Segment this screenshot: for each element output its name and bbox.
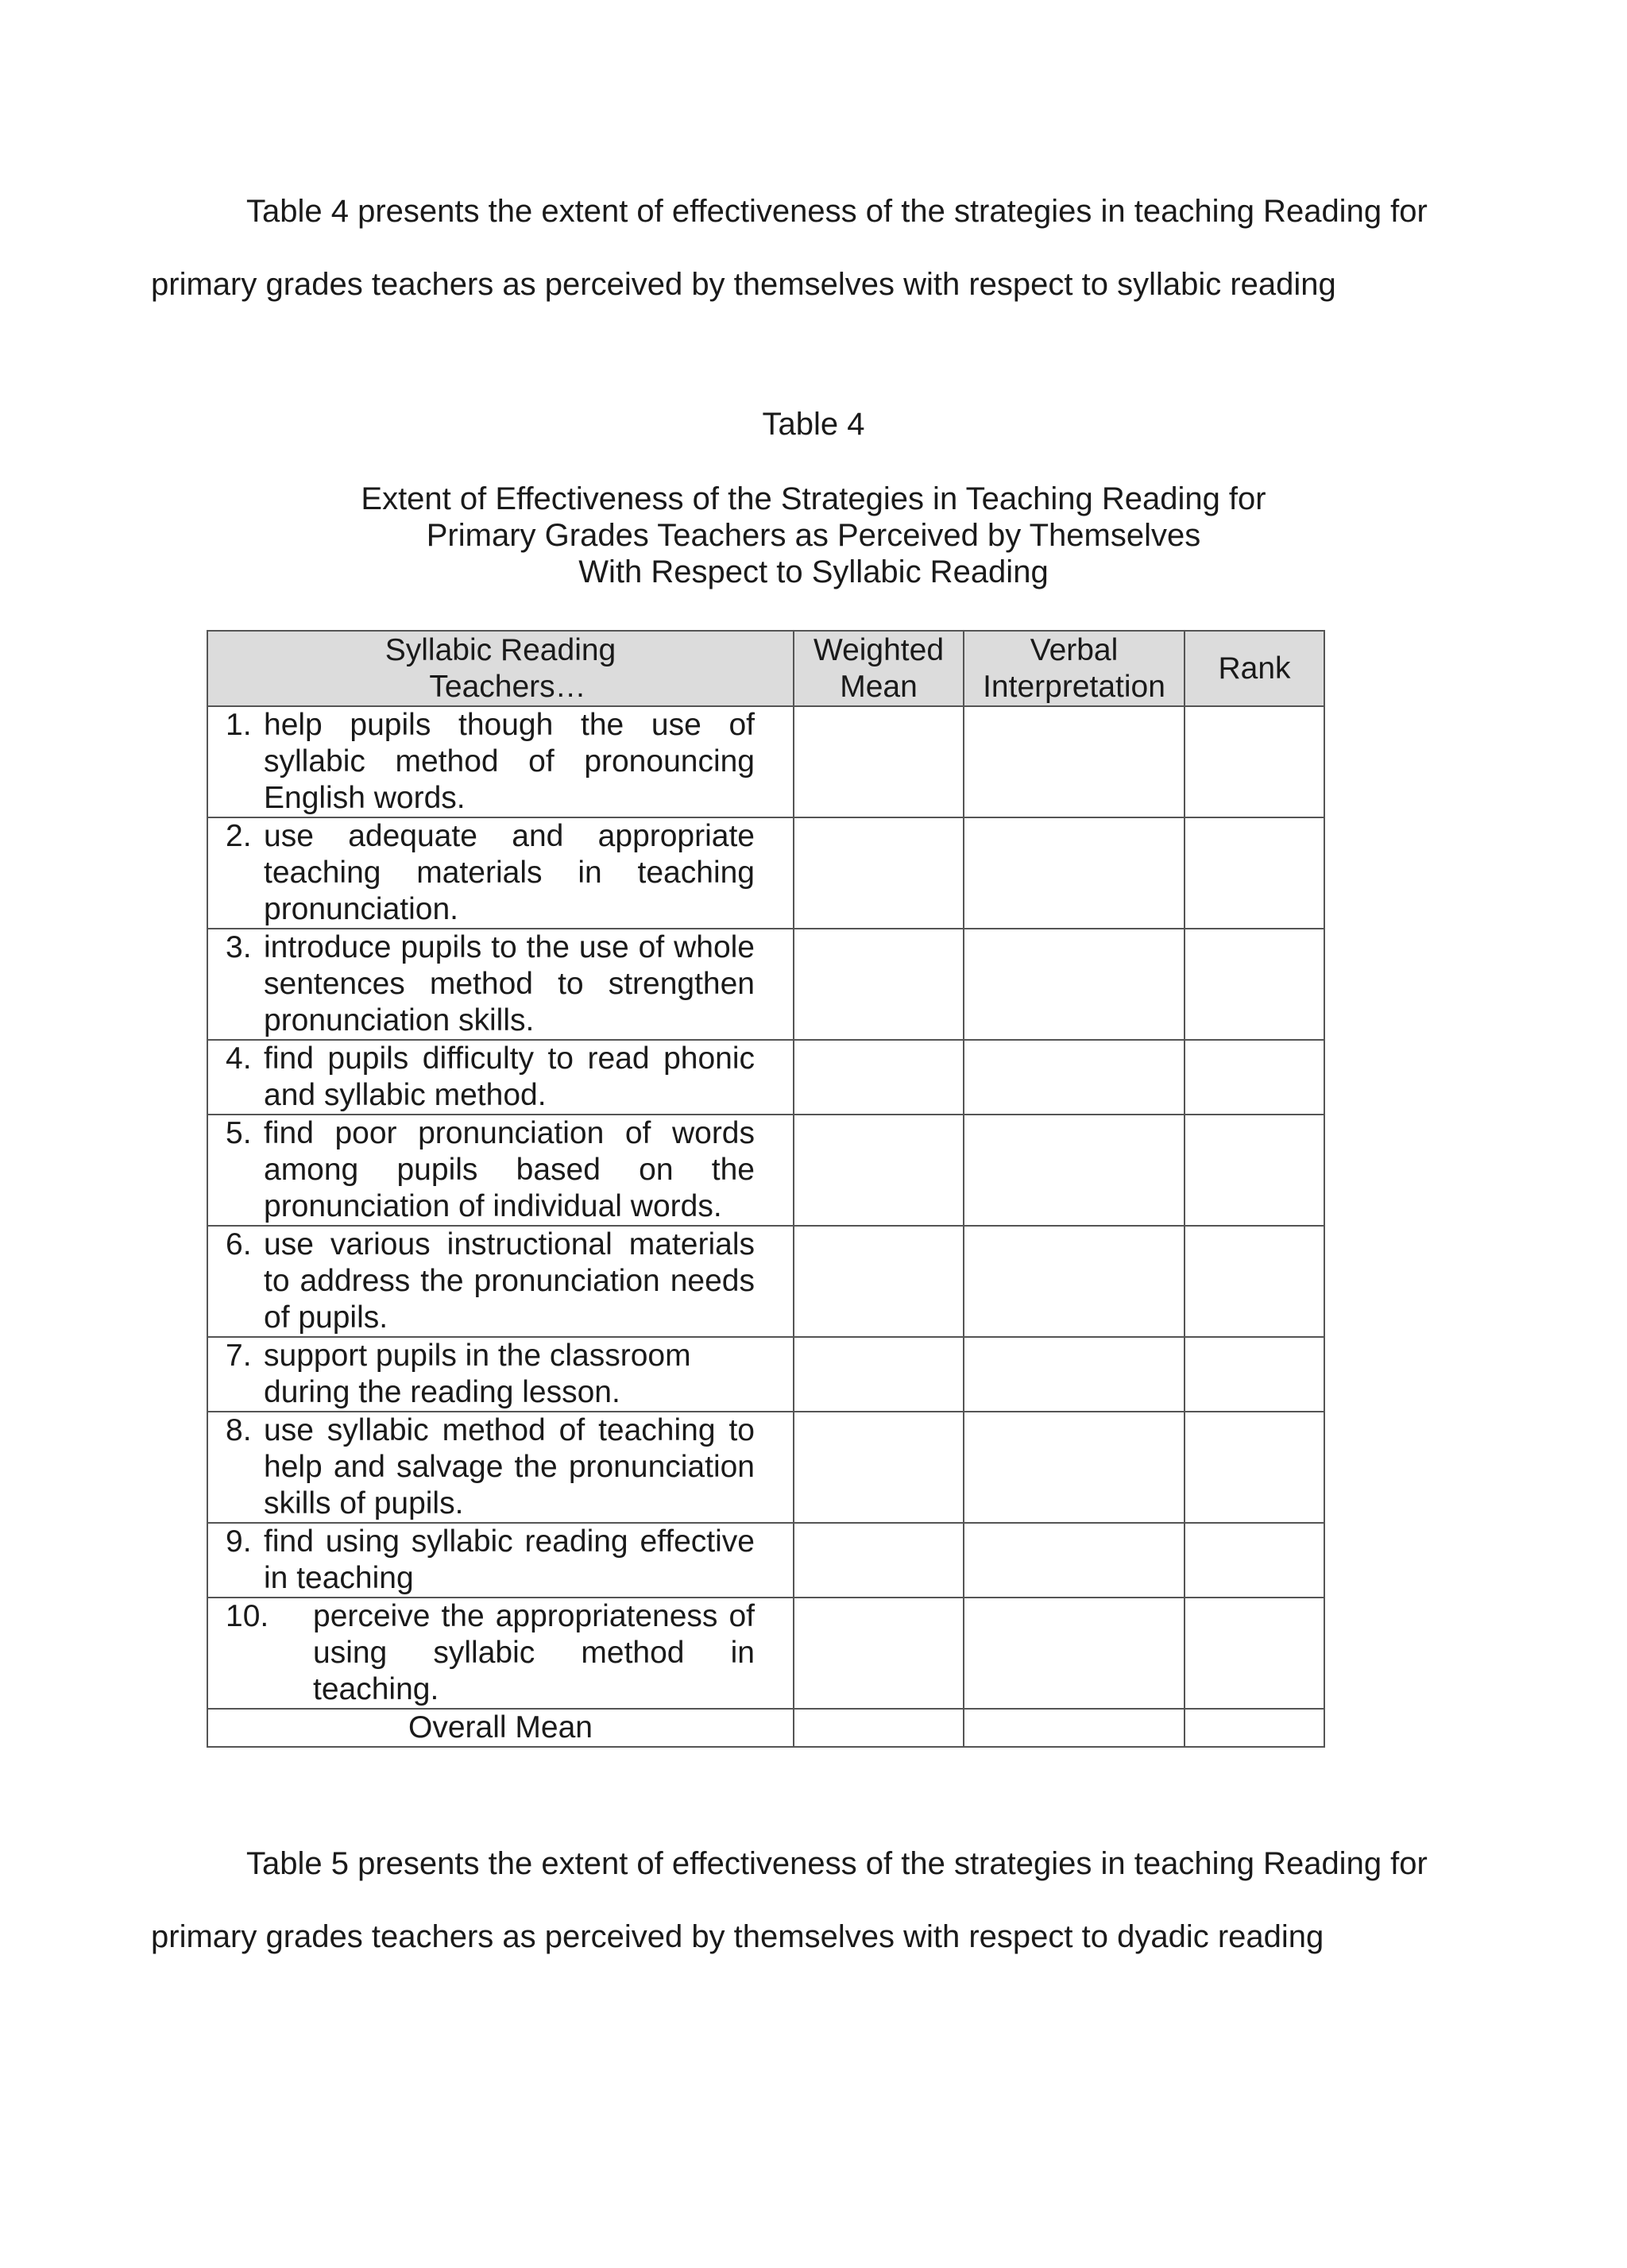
item-number: 5.	[226, 1116, 252, 1150]
strategy-cell	[207, 706, 794, 817]
item-number: 8.	[226, 1413, 252, 1447]
item-text: support pupils in the classroom during the reading lesson.	[264, 1339, 691, 1409]
outro-paragraph: Table 5 presents the extent of effectiveness of the strategies in teaching Reading for primary grades teachers as perceived by themselves with respect to dyadic reading	[151, 1846, 1428, 1954]
item-number: 6.	[226, 1227, 252, 1262]
strategy-cell	[207, 1523, 794, 1598]
item-text: use adequate and appropriate teaching materials in teaching pronunciation.	[264, 819, 755, 926]
strategy-cell	[207, 817, 794, 929]
verbal-interpretation-cell	[964, 1337, 1185, 1412]
overall-mean-row	[207, 1709, 1324, 1747]
verbal-interpretation-cell	[964, 1040, 1185, 1115]
item-text: find pupils difficulty to read phonic and syllabic method.	[264, 1041, 755, 1112]
weighted-mean-cell	[794, 1115, 964, 1226]
header-verbal-interpretation	[964, 631, 1185, 706]
verbal-interpretation-cell	[964, 1598, 1185, 1709]
rank-cell	[1185, 1040, 1324, 1115]
weighted-mean-cell	[794, 1412, 964, 1523]
rank-cell	[1185, 929, 1324, 1040]
table-label: Table 4	[762, 407, 865, 442]
weighted-mean-cell	[794, 1598, 964, 1709]
weighted-mean-cell	[794, 1337, 964, 1412]
strategy-cell	[207, 929, 794, 1040]
weighted-mean-cell	[794, 929, 964, 1040]
strategy-cell	[207, 1598, 794, 1709]
item-number: 3.	[226, 930, 252, 964]
header-verbal-line2: Interpretation	[983, 669, 1165, 704]
overall-rank-cell	[1185, 1709, 1324, 1747]
intro-paragraph: Table 4 presents the extent of effectiveness of the strategies in teaching Reading for primary grades teachers as perceived by themselves with respect to syllabic reading	[151, 194, 1428, 302]
rank-cell	[1185, 1598, 1324, 1709]
verbal-interpretation-cell	[964, 1226, 1185, 1337]
header-weighted-mean	[794, 631, 964, 706]
item-text: use syllabic method of teaching to help and salvage the pronunciation skills of pupils.	[264, 1413, 755, 1520]
header-verbal-line1: Verbal	[1030, 632, 1119, 667]
weighted-mean-cell	[794, 706, 964, 817]
item-number: 7.	[226, 1339, 252, 1373]
weighted-mean-cell	[794, 1523, 964, 1598]
item-text: find poor pronunciation of words among pupils based on the pronunciation of individual words.	[264, 1116, 755, 1223]
verbal-interpretation-cell	[964, 1523, 1185, 1598]
rank-cell	[1185, 817, 1324, 929]
item-text: perceive the appropriateness of using syllabic method in teaching.	[313, 1599, 755, 1706]
table-row	[207, 706, 1324, 817]
syllabic-reading-table	[207, 630, 1325, 1748]
overall-weighted-mean-cell	[794, 1709, 964, 1747]
item-number: 10.	[226, 1599, 269, 1633]
strategy-cell	[207, 1337, 794, 1412]
verbal-interpretation-cell	[964, 706, 1185, 817]
verbal-interpretation-cell	[964, 1115, 1185, 1226]
item-text: introduce pupils to the use of whole sentences method to strengthen pronunciation skills.	[264, 930, 755, 1037]
rank-cell	[1185, 1412, 1324, 1523]
overall-mean-label: Overall Mean	[207, 1709, 794, 1747]
table-caption	[0, 481, 1627, 590]
strategy-cell	[207, 1226, 794, 1337]
item-number: 2.	[226, 819, 252, 853]
strategy-cell	[207, 1040, 794, 1115]
header-rank: Rank	[1185, 631, 1324, 706]
verbal-interpretation-cell	[964, 929, 1185, 1040]
strategy-cell	[207, 1412, 794, 1523]
table-row	[207, 1115, 1324, 1226]
table-header-row	[207, 631, 1324, 706]
item-text: help pupils though the use of syllabic method of pronouncing English words.	[264, 708, 755, 815]
table-row	[207, 1412, 1324, 1523]
item-number: 1.	[226, 708, 252, 742]
caption-line-3: With Respect to Syllabic Reading	[578, 554, 1049, 589]
item-text: find using syllabic reading effective in teaching	[264, 1524, 755, 1595]
rank-cell	[1185, 1226, 1324, 1337]
table-row	[207, 817, 1324, 929]
header-strategy-subtitle: Teachers…	[429, 669, 586, 704]
weighted-mean-cell	[794, 1226, 964, 1337]
item-number: 9.	[226, 1524, 252, 1559]
table-row	[207, 1337, 1324, 1412]
weighted-mean-cell	[794, 817, 964, 929]
verbal-interpretation-cell	[964, 1412, 1185, 1523]
header-strategy	[207, 631, 794, 706]
overall-verbal-interpretation-cell	[964, 1709, 1185, 1747]
table-row	[207, 1598, 1324, 1709]
rank-cell	[1185, 1337, 1324, 1412]
caption-line-2: Primary Grades Teachers as Perceived by Themselves	[426, 518, 1201, 553]
item-number: 4.	[226, 1041, 252, 1076]
table-row	[207, 929, 1324, 1040]
weighted-mean-cell	[794, 1040, 964, 1115]
rank-cell	[1185, 1115, 1324, 1226]
header-weighted-mean-line1: Weighted	[813, 632, 945, 667]
header-strategy-title: Syllabic Reading	[385, 632, 616, 667]
table-row	[207, 1523, 1324, 1598]
strategy-cell	[207, 1115, 794, 1226]
header-weighted-mean-line2: Mean	[840, 669, 918, 704]
table-row	[207, 1226, 1324, 1337]
caption-line-1: Extent of Effectiveness of the Strategies in Teaching Reading for	[361, 481, 1266, 516]
verbal-interpretation-cell	[964, 817, 1185, 929]
rank-cell	[1185, 1523, 1324, 1598]
rank-cell	[1185, 706, 1324, 817]
item-text: use various instructional materials to address the pronunciation needs of pupils.	[264, 1227, 755, 1335]
table-row	[207, 1040, 1324, 1115]
